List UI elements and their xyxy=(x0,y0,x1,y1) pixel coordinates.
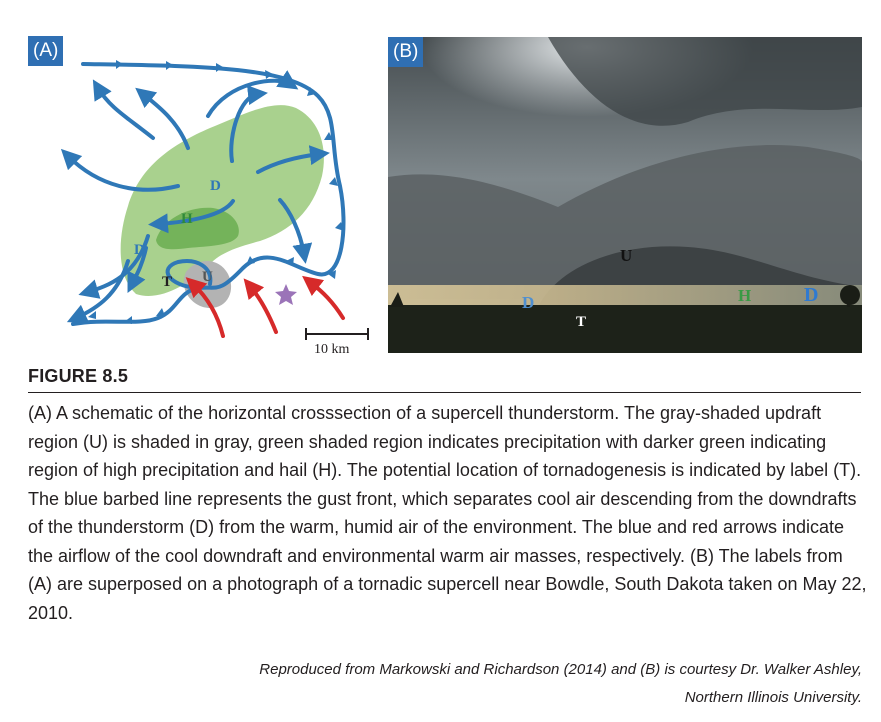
label-d-left: D xyxy=(134,242,145,258)
figure-label: FIGURE 8.5 xyxy=(28,366,129,386)
warm-inflow-arrow-2 xyxy=(250,286,276,332)
label-t: T xyxy=(162,274,173,290)
downdraft-arrow-6 xyxy=(143,94,188,148)
label-u: U xyxy=(202,269,213,285)
photo-label-d-right: D xyxy=(804,284,819,306)
photo-label-t: T xyxy=(576,314,587,330)
tornado-star-icon xyxy=(275,284,297,305)
downdraft-arrow-4 xyxy=(76,261,128,318)
supercell-schematic xyxy=(28,36,373,358)
warm-inflow-arrow-3 xyxy=(310,282,343,318)
label-h: H xyxy=(181,211,193,227)
panel-b-tag: (B) xyxy=(388,37,423,67)
credit-line-1: Reproduced from Markowski and Richardson (2014) and (B) is courtesy Dr. Walker Ashley, xyxy=(259,661,862,678)
photo-label-u: U xyxy=(620,246,633,265)
figure-credit xyxy=(102,656,862,712)
panel-a-tag: (A) xyxy=(28,36,63,66)
panel-b-photograph xyxy=(388,37,862,353)
photo-label-h: H xyxy=(738,286,752,305)
supercell-photo xyxy=(388,37,862,353)
figure-caption: (A) A schematic of the horizontal crosssection of a supercell thunderstorm. The gray-shaded updraft region (U) is shaded in gray, green shaded region indicates precipitation with darker green indicating region of high precipitation and hail (H). The potential location of tornadogenesis is indicated by label (T). The blue barbed line represents the gust front, which separates cool air descending from the downdrafts of the thunderstorm (D) from the warm, humid air of the environment. The blue and red arrows indicate the airflow of the cool downdraft and environmental warm air masses, respectively. (B) The labels from (A) are superposed on a photograph of a tornadic supercell near Bowdle, South Dakota taken on May 22, 2010. xyxy=(28,403,867,623)
photo-label-d-left: D xyxy=(522,293,535,312)
caption-divider xyxy=(28,392,861,393)
scale-bar-label: 10 km xyxy=(314,342,350,357)
label-d-upper: D xyxy=(210,178,221,194)
credit-line-2: Northern Illinois University. xyxy=(684,689,862,706)
panel-a-schematic xyxy=(28,36,373,358)
